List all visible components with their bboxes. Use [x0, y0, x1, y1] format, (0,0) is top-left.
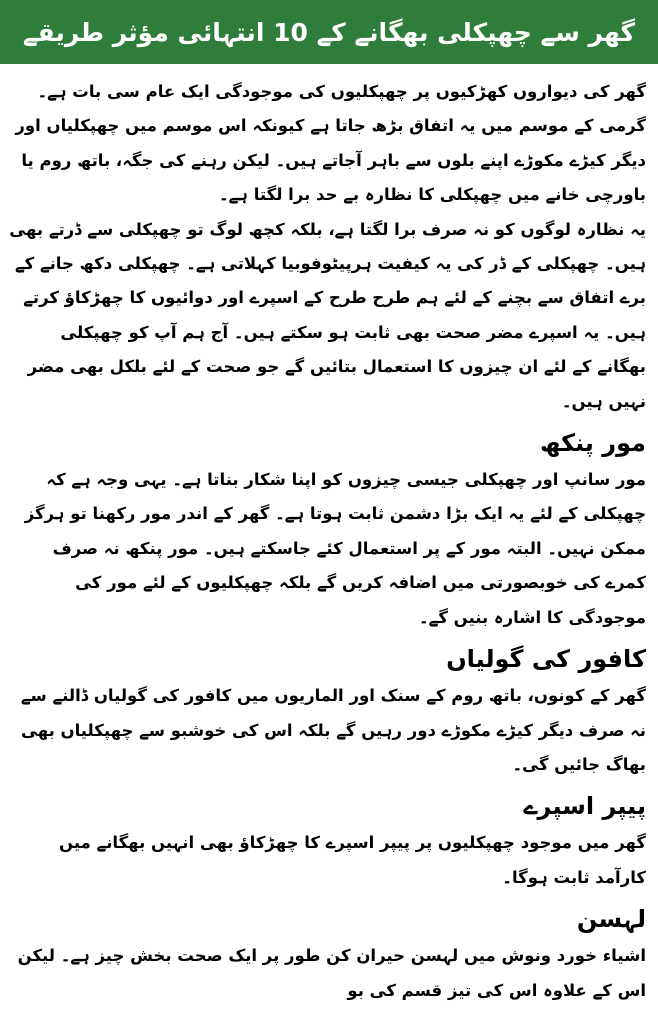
section-text-garlic: اشیاء خورد ونوش میں لہسن حیران کن طور پر ایک صحت بخش چیز ہے۔ لیکن اس کے علاوہ اس کی تیز قسم کی بو [17, 946, 646, 1000]
title-banner [0, 0, 658, 67]
page-title: گھر سے چھپکلی بھگانے کے 10 انتہائی مؤثر طریقے [22, 17, 636, 47]
section-text-pepper-spray: گھر میں موجود چھپکلیوں پر پیپر اسپرے کا چھڑکاؤ بھی انہیں بھگانے میں کارآمد ثابت ہوگا۔ [58, 833, 646, 887]
intro-paragraph-2: یہ نظارہ لوگوں کو نہ صرف برا لگتا ہے، بلکہ کچھ لوگ تو چھپکلی سے ڈرتے بھی ہیں۔ چھپکلی کے ڈر کی یہ کیفیت ہرپیٹوفوبیا کہلاتی ہے۔ چھپکلی دکھ جانے کے برے اتفاق سے بچنے کے لئے ہم طرح طرح کے اسپرے اور دوائیوں کا چھڑکاؤ کرتے ہیں۔ یہ اسپرے مضر صحت بھی ثابت ہو سکتے ہیں۔ آج ہم آپ کو چھپکلی بھگانے کے لئے ان چیزوں کا استعمال بتائیں گے جو صحت کے لئے بلکل بھی مضر نہیں ہیں۔ [9, 219, 646, 411]
article-body [0, 67, 658, 1008]
section-heading-peacock-feather: مور پنکھ [540, 429, 646, 458]
intro-paragraph: گھر کی دیواروں کھڑکیوں پر چھپکلیوں کی موجودگی ایک عام سی بات ہے۔ گرمی کے موسم میں یہ اتفاق بڑھ جاتا ہے کیونکہ اس موسم میں چھپکلیاں اور دیگر کیڑے مکوڑے اپنے بلوں سے باہر آجاتے ہیں۔ لیکن رہنے کی جگہ، باتھ روم یا باورچی خانے میں چھپکلی کا نظارہ بے حد برا لگتا ہے۔ [15, 82, 646, 205]
section-heading-pepper-spray: پیپر اسپرے [523, 792, 646, 821]
section-heading-garlic: لہسن [576, 905, 646, 934]
section-heading-camphor: کافور کی گولیاں [446, 645, 646, 674]
section-text-peacock-feather: مور سانپ اور چھپکلی جیسی چیزوں کو اپنا شکار بناتا ہے۔ یہی وجہ ہے کہ چھپکلی کے لئے یہ ایک بڑا دشمن ثابت ہوتا ہے۔ گھر کے اندر مور رکھنا تو ہرگز ممکن نہیں۔ البتہ مور کے پر استعمال کئے جاسکتے ہیں۔ مور پنکھ نہ صرف کمرے کی خوبصورتی میں اضافہ کریں گے بلکہ چھپکلیوں کے لئے مور کی موجودگی کا اشارہ بنیں گے۔ [24, 470, 646, 627]
section-text-camphor: گھر کے کونوں، باتھ روم کے سنک اور الماریوں میں کافور کی گولیاں ڈالنے سے نہ صرف دیگر کیڑے مکوڑے دور رہیں گے بلکہ اس کی خوشبو سے چھپکلیاں بھی بھاگ جائیں گی۔ [20, 686, 646, 774]
